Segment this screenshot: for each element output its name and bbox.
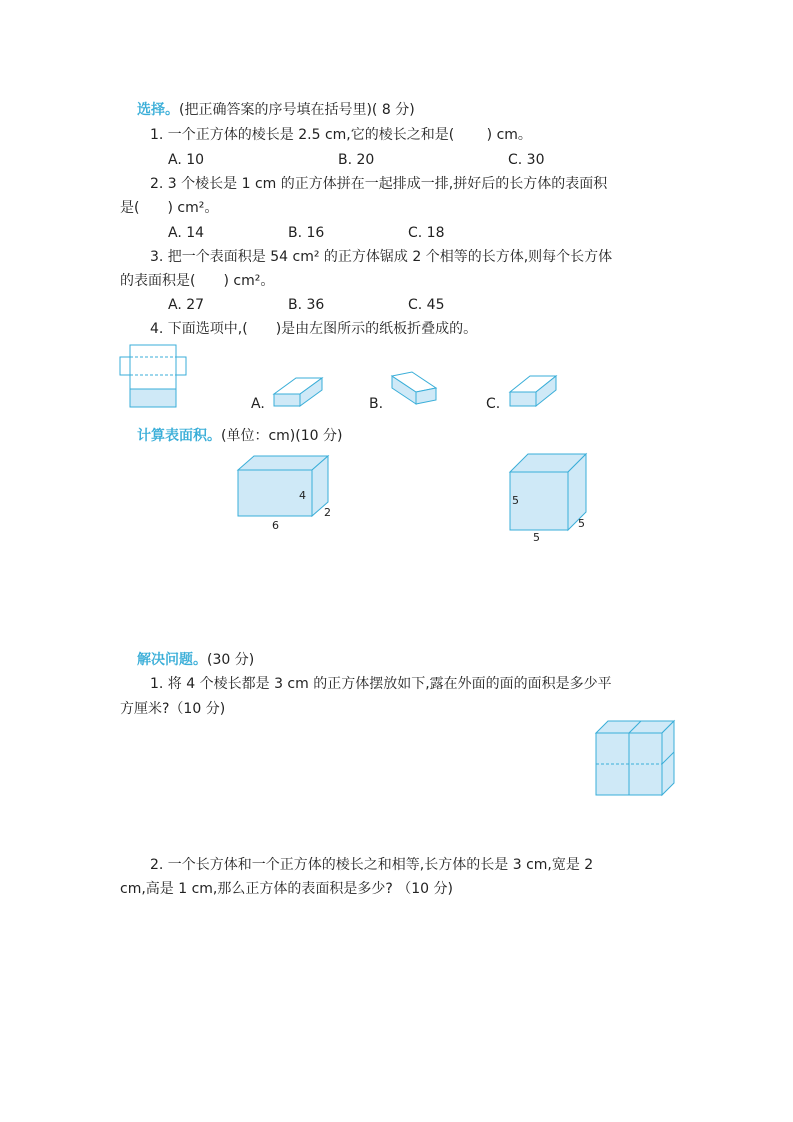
q2-line1: 2. 3 个棱长是 1 cm 的正方体拼在一起排成一排,拼好后的长方体的表面积 <box>150 176 608 192</box>
q4-text: 4. 下面选项中,( )是由左图所示的纸板折叠成的。 <box>150 321 478 337</box>
q3-option-a: A. 27 <box>168 297 205 313</box>
q3-line1: 3. 把一个表面积是 54 cm² 的正方体锯成 2 个相等的长方体,则每个长方体 <box>150 249 613 265</box>
cube-figure <box>508 452 598 542</box>
section-choice-heading <box>137 101 415 119</box>
cube-length-label: 5 <box>533 531 540 544</box>
q3-option-b: B. 36 <box>288 297 325 313</box>
cuboid-width-label: 2 <box>324 506 331 519</box>
q1-option-c: C. 30 <box>508 152 545 168</box>
q3-option-c: C. 45 <box>408 297 445 313</box>
q1-text: 1. 一个正方体的棱长是 2.5 cm,它的棱长之和是( ) cm。 <box>150 127 532 143</box>
section-choice-title: 选择。 <box>137 102 179 118</box>
section-surface-area-subtitle: (单位：cm)(10 分) <box>221 428 343 444</box>
section-problem-solving-subtitle: (30 分) <box>207 652 255 668</box>
section-problem-solving-title: 解决问题。 <box>137 652 207 668</box>
section-surface-area-heading <box>137 427 342 445</box>
net-shape <box>120 345 186 407</box>
q2-option-b: B. 16 <box>288 225 325 241</box>
cuboid-length-label: 6 <box>272 519 279 532</box>
q4-option-c-figure <box>506 372 562 408</box>
problem1-line2: 方厘米?（10 分) <box>120 701 226 717</box>
cuboid-height-label: 4 <box>299 489 306 502</box>
q1-option-b: B. 20 <box>338 152 375 168</box>
q4-option-b-label: B. <box>369 396 384 412</box>
problem2-line2: cm,高是 1 cm,那么正方体的表面积是多少? （10 分) <box>120 881 453 897</box>
four-cubes-figure <box>594 719 676 799</box>
problem2-line1: 2. 一个长方体和一个正方体的棱长之和相等,长方体的长是 3 cm,宽是 2 <box>150 857 594 873</box>
section-problem-solving-heading <box>137 651 254 669</box>
cuboid-figure <box>236 454 346 534</box>
q2-line2: 是( ) cm²。 <box>120 200 219 216</box>
q4-option-b-figure <box>388 370 440 410</box>
problem1-line1: 1. 将 4 个棱长都是 3 cm 的正方体摆放如下,露在外面的面的面积是多少平 <box>150 676 612 692</box>
cube-height-label: 5 <box>512 494 519 507</box>
section-surface-area-title: 计算表面积。 <box>137 428 221 444</box>
q4-option-a-label: A. <box>251 396 265 412</box>
q4-option-c-label: C. <box>486 396 501 412</box>
q2-option-a: A. 14 <box>168 225 205 241</box>
q2-option-c: C. 18 <box>408 225 445 241</box>
q1-option-a: A. 10 <box>168 152 205 168</box>
q3-line2: 的表面积是( ) cm²。 <box>120 273 275 289</box>
section-choice-subtitle: (把正确答案的序号填在括号里)( 8 分) <box>179 102 415 118</box>
cuboid-net-figure <box>118 345 190 409</box>
cube-width-label: 5 <box>578 517 585 530</box>
q4-option-a-figure <box>270 372 326 408</box>
